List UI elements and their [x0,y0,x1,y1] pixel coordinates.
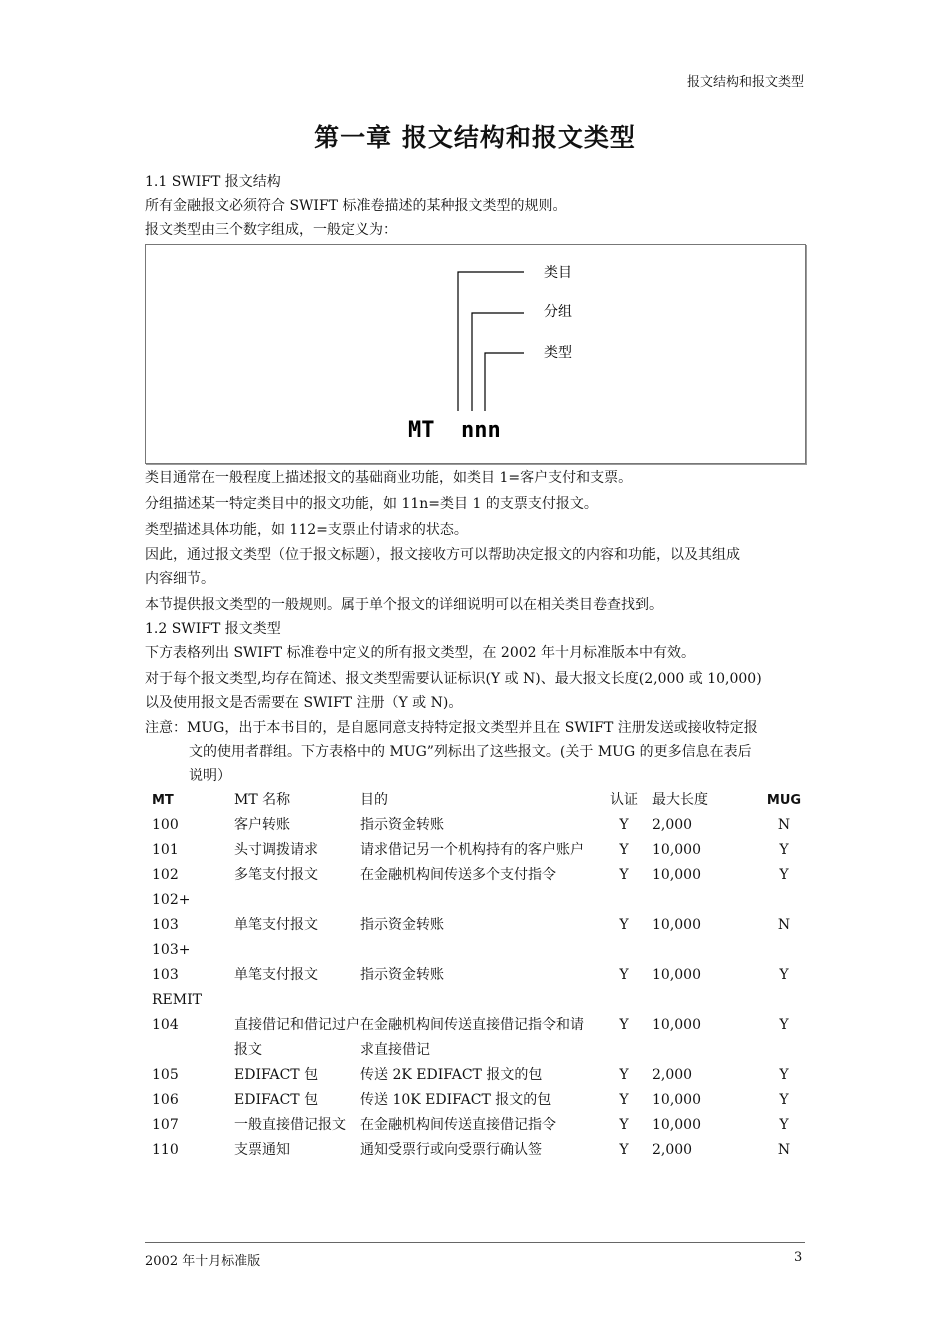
paragraph: 分组描述某一特定类目中的报文功能，如 11n=类目 1 的支票支付报文。 [145,496,598,512]
cell-max-length: 2,000 [652,1142,693,1158]
footer-edition: 2002 年十月标准版 [145,1254,261,1269]
cell-mug: Y [779,867,789,883]
table-row [145,1013,804,1063]
type-bracket-line [485,353,524,411]
cell-auth: Y [619,1067,629,1083]
footer-divider [145,1242,805,1243]
cell-auth: Y [619,917,629,933]
chapter-title: 第一章 报文结构和报文类型 [314,123,636,152]
cell-max-length: 10,000 [652,1092,701,1108]
diagram-mt-text: MT nnn [408,418,501,443]
cell-purpose: 指示资金转账 [360,817,444,833]
cell-mt [145,813,234,838]
message-type-table [145,788,804,1163]
cell-name: 一般直接借记报文 [234,1117,346,1133]
cell-mt [145,863,234,913]
cell-mug: Y [779,1067,789,1083]
paragraph: 所有金融报文必须符合 SWIFT 标准卷描述的某种报文类型的规则。 [145,198,567,214]
cell-mug: Y [779,967,789,983]
paragraph: 内容细节。 [145,571,215,587]
col-header-mug: MUG [766,793,802,808]
table-row [145,963,804,1013]
cell-max-length: 2,000 [652,817,693,833]
table-row [145,1113,804,1138]
cell-name: 单笔支付报文 [234,917,318,933]
cell-purpose: 在金融机构间传送直接借记指令 [360,1117,556,1133]
cell-mt [145,913,234,963]
paragraph: 类目通常在一般程度上描述报文的基础商业功能，如类目 1=客户支付和支票。 [145,470,633,486]
cell-name: 支票通知 [234,1142,290,1158]
cell-mug: N [777,817,791,833]
diagram-label-type: 类型 [544,345,572,361]
diagram-label-category: 类目 [544,265,572,281]
cell-mug: Y [779,1017,789,1033]
cell-mt-number: 106 [152,1092,179,1108]
cell-max-length: 10,000 [652,967,701,983]
cell-auth: Y [619,1017,629,1033]
cell-max-length: 10,000 [652,867,701,883]
cell-mt [145,1063,234,1088]
cell-purpose: 指示资金转账 [360,917,444,933]
cell-auth: Y [619,1092,629,1108]
cell-mt-number: 103 [152,917,179,933]
cell-auth: Y [619,842,629,858]
cell-name: EDIFACT 包 [234,1067,319,1083]
cell-auth: Y [619,867,629,883]
cell-name: 客户转账 [234,817,290,833]
category-bracket-line [458,272,524,411]
cell-max-length: 10,000 [652,1017,701,1033]
mt-structure-diagram [145,244,806,464]
cell-mt-number: 103 [152,967,179,983]
cell-mt-number: 105 [152,1067,179,1083]
cell-mt [145,1113,234,1138]
table-row [145,1063,804,1088]
table-row [145,1138,804,1163]
cell-mug: Y [779,1117,789,1133]
paragraph: 类型描述具体功能，如 112=支票止付请求的状态。 [145,522,468,538]
section-heading-1-2: 1.2 SWIFT 报文类型 [145,621,281,637]
paragraph: 报文类型由三个数字组成，一般定义为： [145,222,397,238]
cell-mug: N [777,917,791,933]
col-header-max-length: 最大长度 [652,792,708,808]
page-number: 3 [794,1250,803,1265]
cell-name: 多笔支付报文 [234,867,318,883]
cell-name: 头寸调拨请求 [234,842,318,858]
group-bracket-line [472,313,524,411]
cell-mt-number: 107 [152,1117,179,1133]
cell-mt-number: 102 [152,867,179,883]
cell-mt [145,1013,234,1063]
paragraph: 对于每个报文类型,均存在简述、报文类型需要认证标识(Y 或 N)、最大报文长度(2,000 或 10,000) [145,671,762,687]
table-row [145,913,804,963]
cell-mt-number: 104 [152,1017,179,1033]
note-line: 说明） [189,768,231,784]
cell-mug: N [777,1142,791,1158]
cell-auth: Y [619,1117,629,1133]
diagram-label-group: 分组 [544,304,572,320]
paragraph: 因此，通过报文类型（位于报文标题），报文接收方可以帮助决定报文的内容和功能，以及其组成 [145,547,740,563]
cell-name: 直接借记和借记过户报文 [234,1017,360,1058]
cell-purpose: 指示资金转账 [360,967,444,983]
cell-mt-suffix: 103+ [152,942,191,958]
cell-mt-number: 100 [152,817,179,833]
cell-mt [145,963,234,1013]
cell-mt [145,1138,234,1163]
paragraph: 以及使用报文是否需要在 SWIFT 注册（Y 或 N)。 [145,695,463,711]
cell-purpose: 请求借记另一个机构持有的客户账户 [360,842,584,858]
cell-purpose: 在金融机构间传送直接借记指令和请求直接借记 [360,1017,584,1058]
section-heading-1-1: 1.1 SWIFT 报文结构 [145,174,281,190]
cell-purpose: 传送 2K EDIFACT 报文的包 [360,1067,543,1083]
col-header-auth: 认证 [610,792,638,808]
mt-structure-svg [146,245,805,463]
cell-name: EDIFACT 包 [234,1092,319,1108]
cell-mt [145,1088,234,1113]
table-row [145,813,804,838]
cell-mt-number: 110 [152,1142,179,1158]
table-body [145,813,804,1163]
cell-max-length: 10,000 [652,1117,701,1133]
cell-purpose: 通知受票行或向受票行确认签 [360,1142,542,1158]
cell-auth: Y [619,967,629,983]
table-row [145,863,804,913]
paragraph: 下方表格列出 SWIFT 标准卷中定义的所有报文类型，在 2002 年十月标准版本中有效。 [145,645,695,661]
cell-max-length: 2,000 [652,1067,693,1083]
running-header: 报文结构和报文类型 [686,75,804,90]
col-header-mt: MT [152,793,174,808]
col-header-purpose: 目的 [360,792,388,808]
col-header-name: MT 名称 [234,792,291,808]
paragraph: 本节提供报文类型的一般规则。属于单个报文的详细说明可以在相关类目卷查找到。 [145,597,663,613]
cell-mt-suffix: REMIT [152,992,202,1008]
cell-mt [145,838,234,863]
cell-purpose: 传送 10K EDIFACT 报文的包 [360,1092,552,1108]
note-line: 文的使用者群组。下方表格中的 MUG”列标出了这些报文。(关于 MUG 的更多信息在表后 [189,744,752,760]
cell-mt-number: 101 [152,842,179,858]
table-header-row [145,788,804,813]
table-row [145,1088,804,1113]
cell-max-length: 10,000 [652,842,701,858]
cell-auth: Y [619,817,629,833]
cell-name: 单笔支付报文 [234,967,318,983]
cell-auth: Y [619,1142,629,1158]
note-line: 注意：MUG，出于本书目的，是自愿同意支持特定报文类型并且在 SWIFT 注册发送或接收特定报 [145,720,758,736]
cell-max-length: 10,000 [652,917,701,933]
cell-mug: Y [779,842,789,858]
table-row [145,838,804,863]
cell-mug: Y [779,1092,789,1108]
cell-mt-suffix: 102+ [152,892,191,908]
cell-purpose: 在金融机构间传送多个支付指令 [360,867,556,883]
